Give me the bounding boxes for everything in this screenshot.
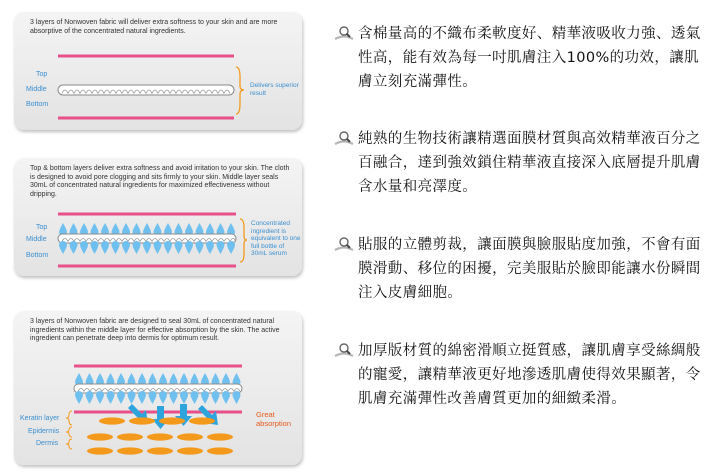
serum-drop [196, 241, 204, 254]
skin-cell [189, 417, 215, 424]
skin-cell [117, 433, 143, 440]
skin-cell [177, 447, 203, 454]
skin-cell [207, 433, 233, 440]
feature-paragraph-3 [334, 233, 704, 305]
serum-drop [86, 391, 94, 404]
absorption-note: Great absorption [256, 410, 292, 428]
serum-drop [149, 391, 157, 404]
serum-drop [175, 241, 183, 254]
serum-drop [128, 391, 136, 404]
label-middle: Middle [26, 236, 47, 243]
feature-paragraph-2 [334, 127, 704, 199]
panel-description: 3 layers of Nonwoven fabric will deliver extra softness to your skin and are more absorptive of the concentrated natural ingredients. [30, 19, 278, 35]
label-keratin-layer: Keratin layer [20, 415, 60, 422]
magnifier-icon [334, 342, 354, 358]
serum-drop [91, 241, 99, 254]
skin-cell [177, 433, 203, 440]
serum-drop [107, 391, 115, 404]
serum-drop [212, 391, 220, 404]
feature-paragraph-4 [334, 339, 704, 411]
label-bottom: Bottom [26, 101, 49, 108]
serum-drop [59, 241, 67, 254]
paragraph-text: 加厚版材質的綿密滑順立挺質感，讓肌膚享受絲綢般的寵愛，讓精華液更好地滲透肌膚使得效果顯著，令肌膚充滿彈性改善膚質更加的細緻柔滑。 [358, 343, 701, 407]
serum-drop [191, 391, 199, 404]
serum-drop [80, 241, 88, 254]
diagram-panel-layers [14, 12, 302, 130]
paragraph-text: 含棉量高的不織布柔軟度好、精華液吸收力強、透氣性高，能有效為每一吋肌膚注入100%的功效，讓肌膚立刻充滿彈性。 [358, 26, 701, 90]
serum-drop [185, 241, 193, 254]
paragraph-text: 純熟的生物技術讓精選面膜材質與高效精華液百分之百融合，達到強效鎖住精華液直接深入底層提升肌膚含水量和亮澤度。 [358, 131, 701, 195]
serum-drop [122, 241, 130, 254]
label-bottom: Bottom [26, 252, 49, 259]
serum-note: Concentrated ingredient is equivalent to one full bottle of 30mL serum [251, 220, 301, 257]
serum-drop [70, 241, 78, 254]
skin-cell [147, 433, 173, 440]
serum-drop [112, 241, 120, 254]
serum-drop [159, 391, 167, 404]
label-top: Top [36, 224, 48, 231]
middle-fiber-layer [58, 85, 234, 95]
label-top: Top [36, 71, 48, 78]
serum-drop [164, 241, 172, 254]
absorption-arrows [128, 404, 218, 429]
serum-drop [143, 241, 151, 254]
magnifier-icon [334, 236, 354, 252]
serum-drop [233, 391, 241, 404]
serum-drop [222, 391, 230, 404]
label-epidermis: Epidermis [28, 428, 60, 435]
skin-cell [207, 447, 233, 454]
label-middle: Middle [26, 86, 47, 93]
serum-drop [217, 241, 225, 254]
skin-cell [159, 417, 185, 424]
serum-drop [170, 391, 178, 404]
serum-drop [75, 391, 83, 404]
diagram-panel-serum [14, 158, 302, 276]
magnifier-icon [334, 130, 354, 146]
label-dermis: Dermis [36, 440, 59, 447]
serum-drop [96, 391, 104, 404]
serum-drop [138, 391, 146, 404]
skin-cell [87, 447, 113, 454]
skin-cell [117, 447, 143, 454]
magnifier-icon [334, 25, 354, 41]
serum-drop [154, 241, 162, 254]
serum-drop [133, 241, 141, 254]
skin-cell [129, 417, 155, 424]
serum-drop [180, 391, 188, 404]
skin-cell [99, 417, 125, 424]
diagram-panel-absorption [14, 311, 302, 465]
panel-description: Top & bottom layers deliver extra softness and avoid irritation to your skin. The cloth is designed to avoid pore clogging and sits firmly to your skin. Middle layer seals 30mL of concentrated natural ingredients for maximized effectiveness without dripping. [30, 165, 290, 198]
serum-drop [117, 391, 125, 404]
feature-paragraph-1 [334, 22, 704, 94]
serum-drop [227, 241, 235, 254]
skin-cell [87, 433, 113, 440]
serum-drop [206, 241, 214, 254]
paragraph-text: 貼服的立體剪裁，讓面膜與臉服貼度加強，不會有面膜滑動、移位的困擾，完美服貼於臉即能讓水份瞬間注入皮膚細胞。 [358, 237, 701, 301]
serum-drop [201, 391, 209, 404]
skin-cell [147, 447, 173, 454]
panel-description: 3 layers of Nonwoven fabric are designed to seal 30mL of concentrated natural ingredients within the middle layer for effective absorption by the skin. The active ingredient can penetrate deep into dermis for optimum result. [30, 318, 280, 342]
serum-drop [101, 241, 109, 254]
result-note: Delivers superior result [250, 82, 299, 97]
